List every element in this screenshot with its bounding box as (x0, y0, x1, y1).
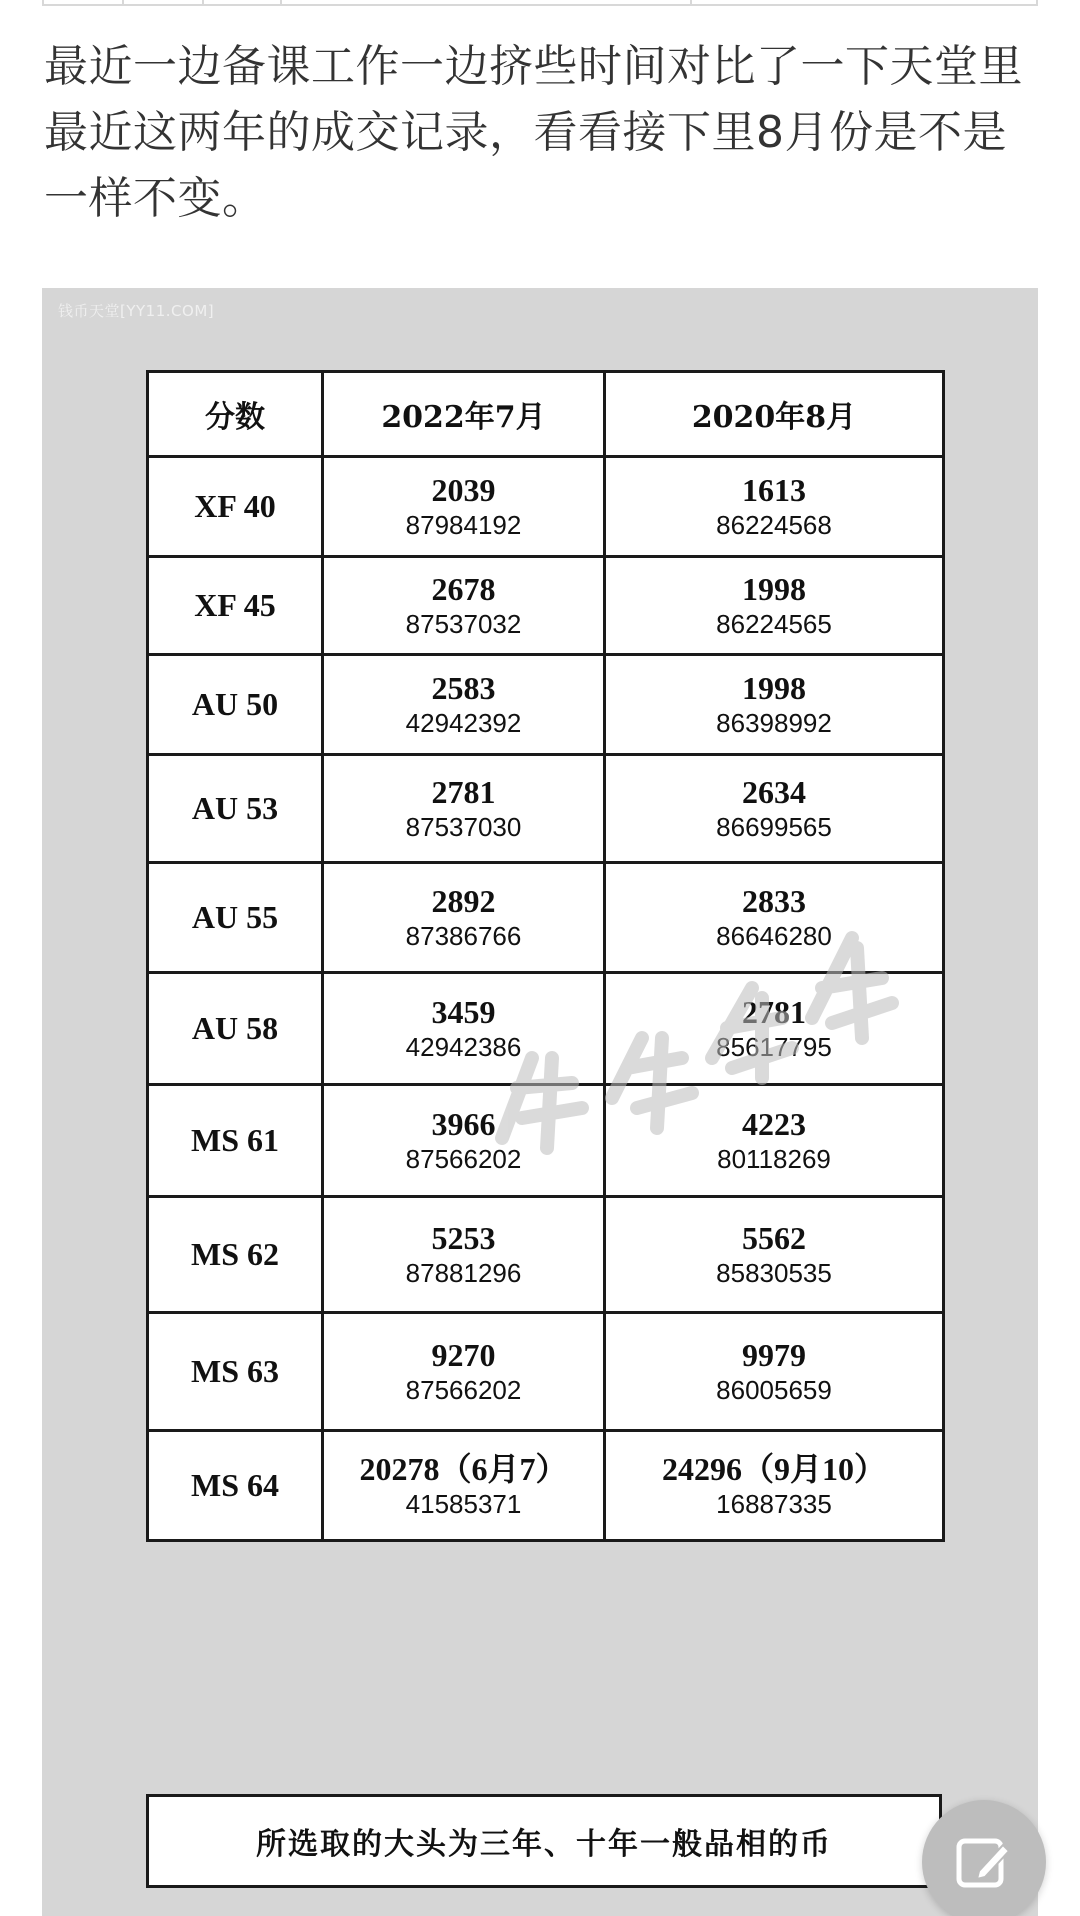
sale-price: 2781 (742, 993, 806, 1030)
header-2020-08: 2020年8月 (605, 372, 944, 457)
sale-price: 2678 (431, 570, 496, 607)
cert-number: 86224565 (716, 608, 832, 639)
cert-number: 80118269 (717, 1143, 831, 1174)
sale-price: 3966 (431, 1105, 496, 1142)
post-body-text: 最近一边备课工作一边挤些时间对比了一下天堂里最近这两年的成交记录，看看接下里8月份是不是一样不变。 (44, 41, 1023, 224)
cell-2020-08 (605, 973, 944, 1085)
sale-price: 5253 (431, 1219, 496, 1256)
cert-number: 86005659 (716, 1374, 832, 1405)
cert-number: 87881296 (405, 1257, 522, 1288)
grade-label: MS 61 (191, 1122, 279, 1158)
sale-price: 2039 (431, 471, 496, 508)
table-row (148, 457, 944, 557)
cell-2020-08 (605, 557, 944, 655)
grade-label: AU 53 (191, 790, 279, 826)
sale-price: 24296（9月10） (661, 1450, 886, 1487)
sale-price: 1998 (742, 669, 806, 706)
table-row (148, 655, 944, 755)
cell-2020-08 (605, 1085, 944, 1197)
sale-price: 20278（6月7） (359, 1450, 568, 1487)
grade-label: XF 40 (194, 488, 276, 524)
grade-label: AU 58 (191, 1010, 279, 1046)
table-row (148, 973, 944, 1085)
cell-2022-07 (323, 1431, 605, 1541)
site-watermark-label: 钱币天堂[YY11.COM] (58, 302, 215, 320)
cell-2022-07 (323, 1085, 605, 1197)
cert-number: 85617795 (716, 1031, 832, 1062)
grade-cell (148, 655, 323, 755)
grade-cell (148, 457, 323, 557)
edit-button[interactable] (922, 1800, 1046, 1916)
table-row (148, 1431, 944, 1541)
cert-number: 87537030 (405, 811, 522, 842)
cert-number: 85830535 (716, 1257, 832, 1288)
cert-number: 87566202 (405, 1374, 522, 1405)
cert-number: 41585371 (405, 1488, 522, 1519)
sale-price: 2892 (431, 882, 496, 919)
cell-2020-08 (605, 1431, 944, 1541)
cell-2020-08 (605, 1197, 944, 1313)
edit-icon (953, 1831, 1015, 1893)
cert-number: 16887335 (716, 1488, 832, 1519)
sale-price: 2833 (742, 882, 806, 919)
sale-price: 2781 (431, 773, 496, 810)
cell-2022-07 (323, 863, 605, 973)
cell-2022-07 (323, 973, 605, 1085)
grade-cell (148, 863, 323, 973)
cell-2022-07 (323, 1313, 605, 1431)
grade-label: MS 62 (191, 1236, 279, 1272)
sale-price: 9270 (431, 1336, 496, 1373)
grade-cell (148, 1431, 323, 1541)
cert-number: 86224568 (716, 509, 832, 540)
post-image[interactable] (42, 288, 1038, 1916)
cell-2020-08 (605, 655, 944, 755)
sale-price: 2634 (742, 773, 806, 810)
table-row (148, 1197, 944, 1313)
table-row (148, 1085, 944, 1197)
sale-price: 5562 (742, 1219, 806, 1256)
grade-cell (148, 973, 323, 1085)
cert-number: 87566202 (405, 1143, 522, 1174)
table-row (148, 755, 944, 863)
sale-price: 1613 (742, 471, 806, 508)
sale-price: 1998 (742, 570, 806, 607)
cell-2020-08 (605, 1313, 944, 1431)
cert-number: 87386766 (405, 920, 522, 951)
cert-number: 87984192 (405, 509, 522, 540)
grade-cell (148, 1085, 323, 1197)
grade-label: AU 55 (191, 899, 279, 935)
cell-2022-07 (323, 457, 605, 557)
grade-label: AU 50 (191, 686, 279, 722)
table-row (148, 557, 944, 655)
grade-cell (148, 1197, 323, 1313)
cell-2020-08 (605, 755, 944, 863)
sale-price: 4223 (742, 1105, 806, 1142)
grade-label: XF 45 (194, 587, 276, 623)
grade-cell (148, 755, 323, 863)
cell-2022-07 (323, 655, 605, 755)
grade-label: MS 63 (191, 1353, 279, 1389)
sale-price: 2583 (431, 669, 496, 706)
cert-number: 87537032 (405, 608, 522, 639)
cert-number: 42942392 (405, 707, 522, 738)
header-2022-07: 2022年7月 (323, 372, 605, 457)
cell-2022-07 (323, 755, 605, 863)
previous-table-remnant (42, 0, 1038, 6)
cert-number: 86699565 (716, 811, 832, 842)
sale-price: 3459 (431, 993, 496, 1030)
header-grade: 分数 (148, 372, 323, 457)
grade-cell (148, 557, 323, 655)
table-row (148, 1313, 944, 1431)
grade-cell (148, 1313, 323, 1431)
cert-number: 86646280 (716, 920, 832, 951)
cell-2022-07 (323, 557, 605, 655)
cert-number: 86398992 (716, 707, 832, 738)
price-comparison-table (146, 370, 945, 1542)
table-row (148, 863, 944, 973)
table-header-row (148, 372, 944, 457)
grade-label: MS 64 (191, 1467, 279, 1503)
footer-note: 所选取的大头为三年、十年一般品相的币 (146, 1794, 942, 1888)
cell-2020-08 (605, 863, 944, 973)
sale-price: 9979 (742, 1336, 806, 1373)
cell-2020-08 (605, 457, 944, 557)
cert-number: 42942386 (405, 1031, 522, 1062)
cell-2022-07 (323, 1197, 605, 1313)
